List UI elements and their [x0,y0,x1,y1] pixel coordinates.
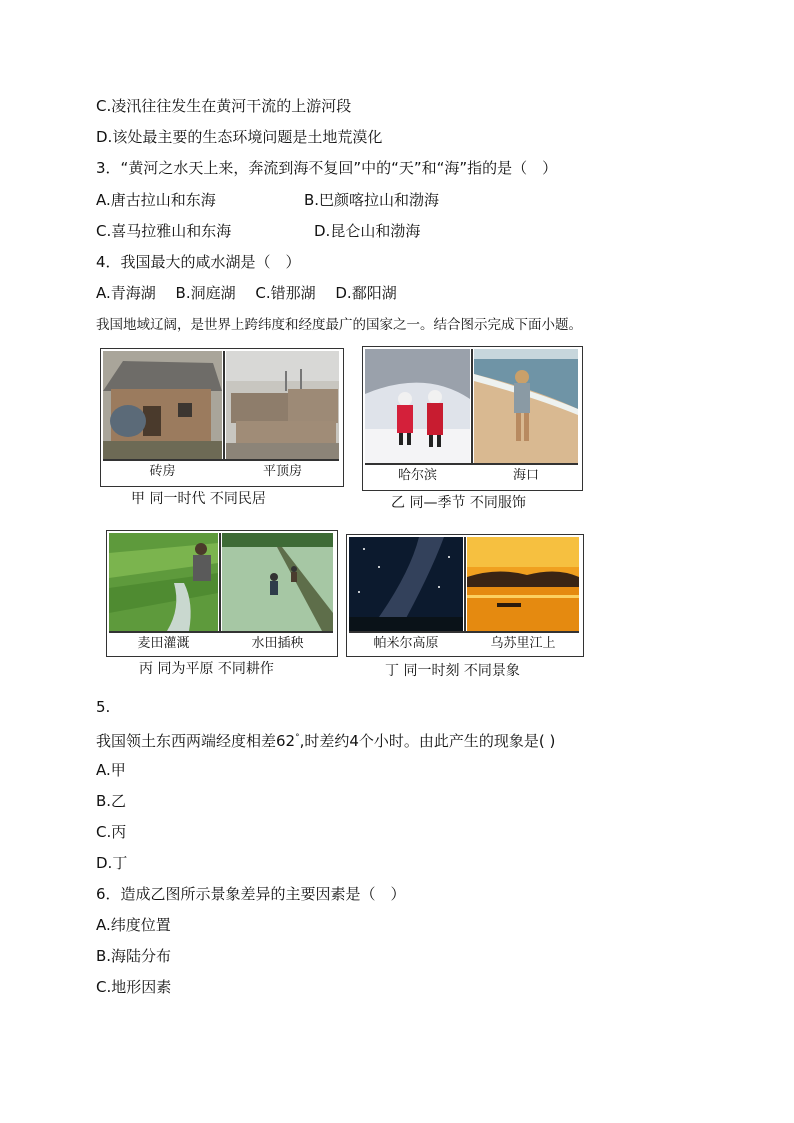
question-5-number: 5. [96,698,111,716]
label-pamir: 帕米尔高原 [349,633,463,655]
photo-haikou-beach [474,349,578,463]
option-2c: C.凌汛往往发生在黄河干流的上游河段 [96,97,352,115]
photo-pamir-night [349,537,463,631]
caption-bing: 丙 同为平原 不同耕作 [139,661,274,677]
photo-brick-house [103,351,222,459]
degree-sign: ° [295,733,300,743]
label-harbin: 哈尔滨 [365,465,470,487]
caption-ding: 丁 同一时刻 不同景象 [385,663,520,679]
question-4: 4．我国最大的咸水湖是（ ） [96,253,301,271]
photo-rice-transplanting [222,533,333,631]
question-3: 3．“黄河之水天上来，奔流到海不复回”中的“天”和“海”指的是（ ） [96,159,558,177]
option-5c: C.丙 [96,823,127,841]
question-5-stem [96,728,555,751]
photo-wheat-irrigation [109,533,218,631]
label-flat-roof-house: 平顶房 [226,461,339,483]
label-wusuli: 乌苏里江上 [467,633,579,655]
label-brick-house: 砖房 [103,461,222,483]
photo-harbin-snow [365,349,470,463]
caption-yi: 乙 同—季节 不同服饰 [391,495,526,511]
option-3d: D.昆仑山和渤海 [314,222,421,240]
options-4: A.青海湖 B.洞庭湖 C.错那湖 D.鄱阳湖 [96,284,397,302]
option-6b: B.海陆分布 [96,947,172,965]
option-6c: C.地形因素 [96,978,172,996]
label-haikou: 海口 [474,465,578,487]
option-3a: A.唐古拉山和东海 [96,191,216,209]
option-3b: B.巴颜喀拉山和渤海 [304,191,440,209]
option-3c: C.喜马拉雅山和东海 [96,222,232,240]
option-5b: B.乙 [96,792,127,810]
option-5d: D.丁 [96,854,128,872]
label-wheat-irrigation: 麦田灌溉 [109,633,218,655]
intro-paragraph: 我国地域辽阔，是世界上跨纬度和经度最广的国家之一。结合图示完成下面小题。 [96,317,582,333]
photo-flat-roof-house [226,351,339,459]
option-2d: D.该处最主要的生态环境问题是土地荒漠化 [96,128,383,146]
caption-jia: 甲 同一时代 不同民居 [131,491,266,507]
option-5a: A.甲 [96,761,126,779]
question-5-stem-b: ,时差约4个小时。由此产生的现象是( ) [299,732,556,750]
label-rice-transplanting: 水田插秧 [222,633,333,655]
option-6a: A.纬度位置 [96,916,171,934]
question-6: 6．造成乙图所示景象差异的主要因素是（ ） [96,885,406,903]
question-5-stem-a: 我国领土东西两端经度相差62 [96,732,296,750]
photo-wusuli-sunset [467,537,579,631]
